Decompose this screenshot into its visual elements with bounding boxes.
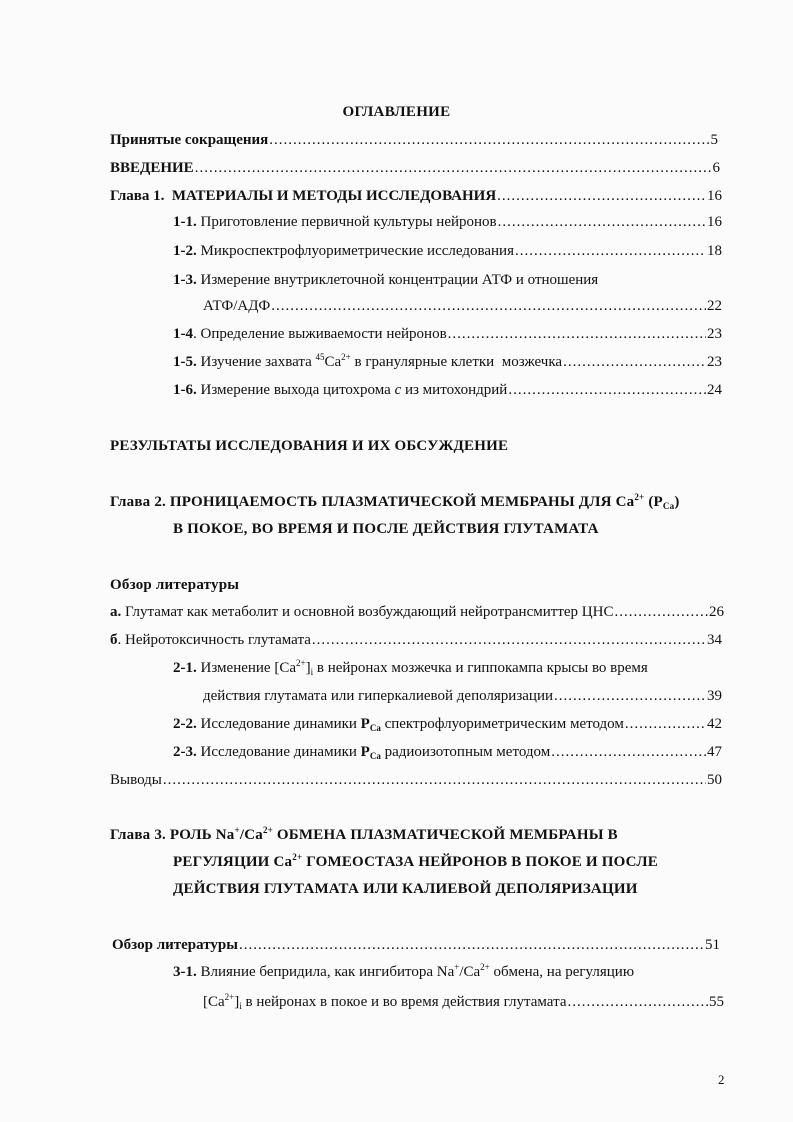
toc-entry-chapter-1[interactable] (110, 186, 722, 206)
section-number: 1-3. (173, 272, 197, 288)
leader-dots (563, 352, 706, 372)
leader-dots (498, 212, 706, 232)
toc-entry-1-5[interactable] (173, 352, 722, 372)
toc-page: 26 (709, 604, 724, 620)
toc-page: 51 (705, 937, 720, 953)
section-number: 2-3. (173, 744, 197, 760)
toc-label: Принятые сокращения (110, 132, 269, 148)
toc-entry-b[interactable] (110, 630, 722, 650)
toc-entry-2-2[interactable] (173, 714, 722, 734)
leader-dots (312, 630, 706, 650)
section-number: 1-6. (173, 382, 197, 398)
leader-dots (271, 296, 706, 316)
toc-label: Исследование динамики $P_{Ca}$ радиоизотопным методом (196, 744, 551, 761)
section-number: 3-1. (173, 964, 197, 980)
results-heading: РЕЗУЛЬТАТЫ ИССЛЕДОВАНИЯ И ИХ ОБСУЖДЕНИЕ (110, 438, 509, 454)
chapter-3-heading-line3[interactable]: ДЕЙСТВИЯ ГЛУТАМАТА ИЛИ КАЛИЕВОЙ ДЕПОЛЯРИЗАЦИИ (173, 881, 638, 897)
toc-page: 42 (707, 716, 722, 732)
toc-label: Микроспектрофлуориметрические исследования (200, 243, 514, 259)
toc-page: 34 (707, 632, 722, 648)
page-title: ОГЛАВЛЕНИЕ (342, 104, 451, 120)
toc-page: 55 (709, 994, 724, 1010)
toc-entry-1-1[interactable] (173, 212, 722, 232)
toc-entry-conclusions[interactable] (110, 770, 722, 790)
toc-page: 22 (707, 298, 722, 314)
chapter-2-heading-line2[interactable]: В ПОКОЕ, ВО ВРЕМЯ И ПОСЛЕ ДЕЙСТВИЯ ГЛУТАМАТА (173, 521, 599, 537)
toc-page: 16 (707, 214, 722, 230)
section-number: 2-1. (173, 660, 197, 676)
toc-entry-3-1-line1[interactable] (173, 962, 634, 982)
section-number: б (110, 632, 118, 648)
section-number: 1-5. (173, 354, 197, 370)
toc-page: 23 (707, 354, 722, 370)
leader-dots (554, 686, 706, 706)
toc-entry-1-3-line2[interactable] (203, 296, 722, 316)
toc-label: АТФ/АДФ (203, 298, 271, 314)
toc-label: Изменение $[Ca^{2+}]_i$ в нейронах мозжечка и гиппокампа крысы во время (196, 658, 648, 677)
leader-dots (497, 186, 706, 206)
chapter-3-heading-line1[interactable]: Глава 3. РОЛЬ $Na^+/Ca^{2+}$ ОБМЕНА ПЛАЗМАТИЧЕСКОЙ МЕМБРАНЫ В (110, 825, 618, 843)
toc-page: 6 (712, 160, 720, 176)
toc-label: ВВЕДЕНИЕ (110, 160, 194, 176)
toc-entry-abbreviations[interactable] (110, 130, 718, 150)
section-number: 2-2. (173, 716, 197, 732)
toc-page: 39 (707, 688, 722, 704)
toc-label: Глава 1. МАТЕРИАЛЫ И МЕТОДЫ ИССЛЕДОВАНИЯ (110, 188, 497, 204)
toc-entry-2-1-line1[interactable] (173, 658, 648, 678)
toc-page: 23 (707, 326, 722, 342)
toc-label: Глутамат как метаболит и основной возбуждающий нейротрансмиттер ЦНС (121, 604, 614, 620)
toc-label: $[Ca^{2+}]_i$ в нейронах в покое и во время действия глутамата (203, 992, 567, 1011)
section-number: 1-4 (173, 326, 193, 342)
toc-label: Измерение внутриклеточной концентрации АТФ и отношения (200, 272, 599, 288)
leader-dots (163, 770, 706, 790)
toc-entry-1-2[interactable] (173, 241, 722, 261)
toc-page: 47 (707, 744, 722, 760)
toc-entry-a[interactable] (110, 602, 724, 622)
toc-page: 24 (707, 382, 722, 398)
toc-entry-review-ch3[interactable] (112, 935, 720, 955)
toc-entry-2-3[interactable] (173, 742, 722, 762)
leader-dots (508, 380, 706, 400)
leader-dots (515, 241, 706, 261)
page-number: 2 (718, 1072, 725, 1087)
toc-entry-introduction[interactable] (110, 158, 720, 178)
toc-label: Измерение выхода цитохрома c из митохондрий (200, 382, 508, 398)
toc-entry-1-3-line1[interactable] (173, 270, 598, 290)
toc-label: Исследование динамики $P_{Ca}$ спектрофлуориметрическим методом (196, 716, 624, 733)
section-number: 1-2. (173, 243, 197, 259)
toc-page: 5 (710, 132, 718, 148)
chapter-3-heading-line2[interactable]: РЕГУЛЯЦИИ $Ca^{2+}$ ГОМЕОСТАЗА НЕЙРОНОВ В ПОКОЕ И ПОСЛЕ (173, 852, 658, 870)
chapter-2-heading-line1[interactable]: Глава 2. ПРОНИЦАЕМОСТЬ ПЛАЗМАТИЧЕСКОЙ МЕМБРАНЫ ДЛЯ $Ca^{2+}$ $(P_{Ca})$ (110, 492, 680, 511)
toc-entry-2-1-line2[interactable] (203, 686, 722, 706)
review-heading-ch2: Обзор литературы (110, 577, 240, 593)
leader-dots (567, 992, 708, 1012)
leader-dots (448, 324, 706, 344)
toc-entry-1-6[interactable] (173, 380, 722, 400)
leader-dots (195, 158, 712, 178)
toc-page: 16 (707, 188, 722, 204)
toc-label: Изучение захвата $^{45}Ca^{2+}$ в гранулярные клетки мозжечка (200, 352, 563, 370)
toc-page: 50 (707, 772, 722, 788)
toc-label: Приготовление первичной культуры нейронов (200, 214, 497, 230)
toc-label: Обзор литературы (112, 937, 238, 953)
toc-entry-1-4[interactable] (173, 324, 722, 344)
leader-dots (625, 714, 706, 734)
toc-label: Выводы (110, 772, 162, 788)
leader-dots (614, 602, 708, 622)
toc-page: 18 (707, 243, 722, 259)
section-number: 1-1. (173, 214, 197, 230)
toc-label: Влияние бепридила, как ингибитора $Na^+/Ca^{2+}$ обмена, на регуляцию (196, 962, 635, 980)
leader-dots (269, 130, 709, 150)
toc-label: . Определение выживаемости нейронов (193, 326, 447, 342)
toc-label: действия глутамата или гиперкалиевой деполяризации (203, 688, 553, 704)
toc-label: . Нейротоксичность глутамата (117, 632, 311, 648)
toc-entry-3-1-line2[interactable] (203, 992, 724, 1012)
section-number: а. (110, 604, 122, 620)
leader-dots (239, 935, 704, 955)
leader-dots (551, 742, 706, 762)
